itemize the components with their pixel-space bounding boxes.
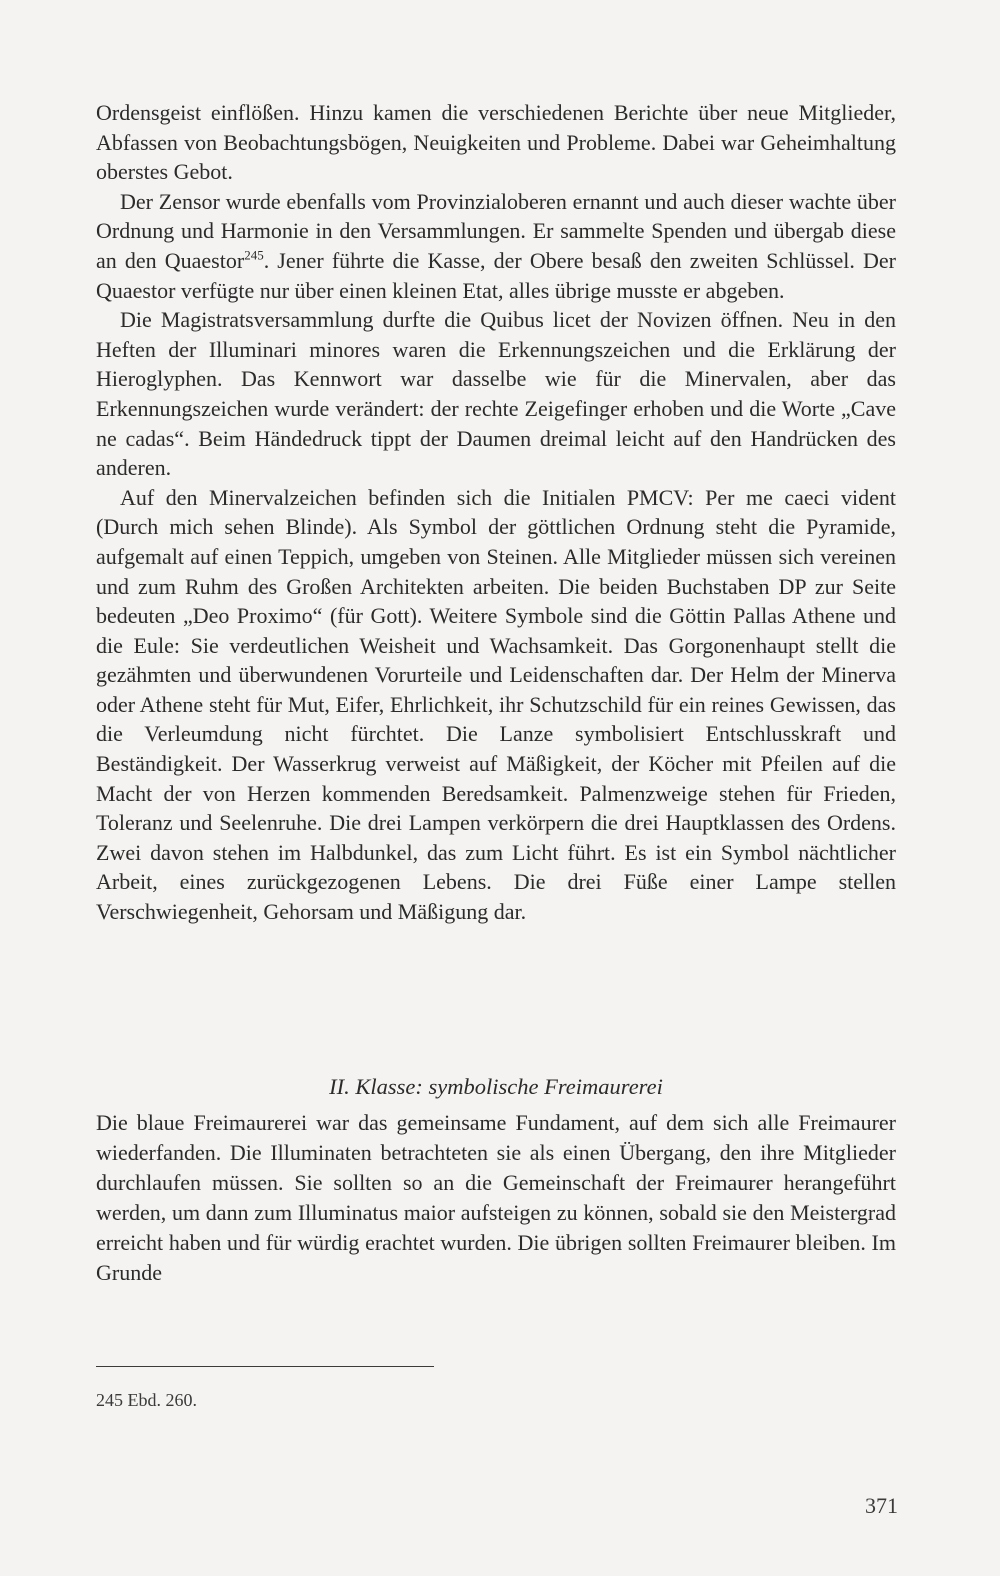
main-text-block xyxy=(96,98,896,927)
section-text-block xyxy=(96,1108,896,1288)
paragraph-2-text-b: . Jener führte die Kasse, der Obere besaß den zweiten Schlüssel. Der Quaestor verfügte nur über einen kleinen Etat, alles übrige musste er abgeben. xyxy=(96,247,896,303)
page-number: 371 xyxy=(865,1493,898,1518)
paragraph-1: Ordensgeist einflößen. Hinzu kamen die verschiedenen Berichte über neue Mitglieder, Abfassen von Beobachtungsbögen, Neuigkeiten und Probleme. Dabei war Geheimhaltung oberstes Gebot. xyxy=(96,100,896,185)
footnote-245: 245 Ebd. 260. xyxy=(96,1390,197,1410)
paragraph-4: Auf den Minervalzeichen befinden sich die Initialen PMCV: Per me caeci vident (Durch mich sehen Blinde). Als Symbol der göttlichen Ordnung steht die Pyramide, aufgemalt auf einen Teppich, umgeben von Steinen. Alle Mitglieder müssen sich vereinen und zum Ruhm des Großen Architekten arbeiten. Die beiden Buchstaben DP zur Seite bedeuten „Deo Proximo“ (für Gott). Weitere Symbole sind die Göttin Pallas Athene und die Eule: Sie verdeutlichen Weisheit und Wachsamkeit. Das Gorgonenhaupt stellt die gezähmten und überwundenen Vorurteile und Leidenschaften dar. Der Helm der Minerva oder Athene steht für Mut, Eifer, Ehrlichkeit, ihr Schutzschild für ein reines Gewissen, das die Verleumdung nicht fürchtet. Die Lanze symbolisiert Entschlusskraft und Beständigkeit. Der Wasserkrug verweist auf Mäßigkeit, der Köcher mit Pfeilen auf die Macht der von Herzen kommenden Beredsamkeit. Palmenzweige stehen für Frieden, Toleranz und Seelenruhe. Die drei Lampen verkörpern die drei Hauptklassen des Ordens. Zwei davon stehen im Halbdunkel, das zum Licht führt. Es ist ein Symbol nächtlicher Arbeit, eines zurückgezogenen Lebens. Die drei Füße einer Lampe stellen Verschwiegenheit, Gehorsam und Mäßigung dar. xyxy=(96,484,896,925)
section-heading: II. Klasse: symbolische Freimaurerei xyxy=(329,1074,663,1099)
paragraph-2-text-a: Der Zensor wurde ebenfalls vom Provinzialoberen ernannt und auch dieser wachte über Ordnung und Harmonie in den Versammlungen. Er sammelte Spenden und übergab diese an den Quaestor xyxy=(96,188,896,273)
paragraph-3: Die Magistratsversammlung durfte die Quibus licet der Novizen öffnen. Neu in den Heften der Illuminari minores waren die Erkennungszeichen und die Erklärung der Hieroglyphen. Das Kennwort war dasselbe wie für die Minervalen, aber das Erkennungszeichen wurde verändert: der rechte Zeigefinger erhoben und die Worte „Cave ne cadas“. Beim Händedruck tippt der Daumen dreimal leicht auf den Handrücken des anderen. xyxy=(96,307,896,481)
paragraph-2 xyxy=(96,187,896,305)
footnote-divider xyxy=(96,1366,434,1367)
footnote-ref-245[interactable]: 245 xyxy=(244,247,264,263)
section-paragraph-1: Die blaue Freimaurerei war das gemeinsame Fundament, auf dem sich alle Freimaurer wiederfanden. Die Illuminaten betrachteten sie als einen Übergang, den ihre Mitglieder durchlaufen müssen. Sie sollten so an die Gemeinschaft der Freimaurer herangeführt werden, um dann zum Illuminatus maior aufsteigen zu können, sobald sie den Meistergrad erreicht haben und für würdig erachtet wurden. Die übrigen sollten Freimaurer bleiben. Im Grunde xyxy=(96,1110,896,1285)
